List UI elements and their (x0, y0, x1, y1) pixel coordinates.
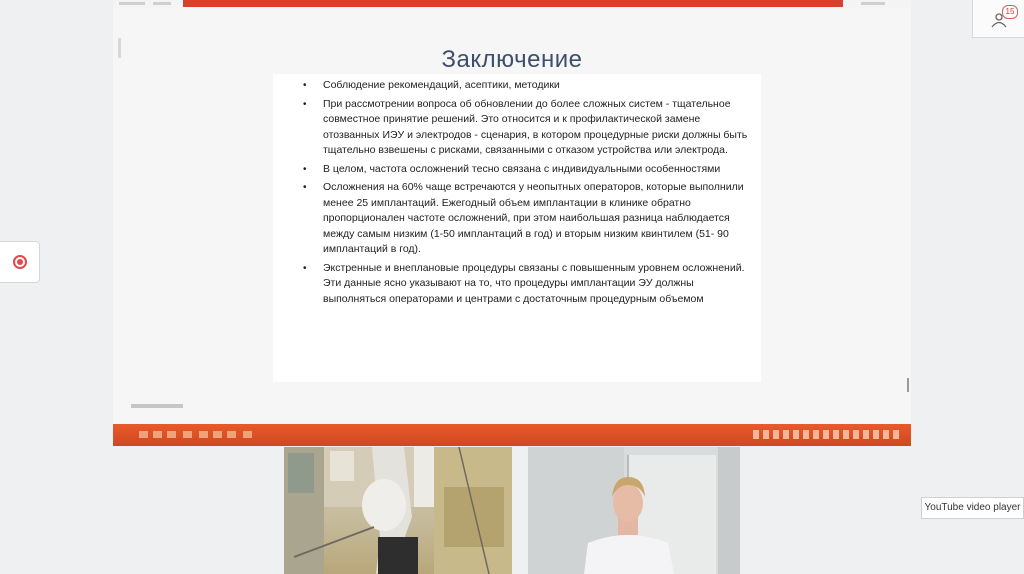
bullet-text: Осложнения на 60% чаще встречаются у неопытных операторов, которые выполнили менее 25 имплантаций. Ежегодный объем имплантации в клинике обратно пропорционален частоте осложнений, при этом наибольшая разница наблюдается между самым низким (1-50 имплантаций в год) и вторым низким квинтилем (51- 90 имплантаций в год). (323, 181, 744, 255)
shared-taskbar (113, 424, 911, 446)
taskbar-app-icon (199, 431, 208, 438)
titlebar-accent (183, 0, 843, 7)
bullet-dot: • (303, 182, 307, 193)
bullet-list (285, 78, 753, 307)
bullet-item (285, 180, 753, 258)
participant-count-badge: 15 (1002, 5, 1018, 19)
bullet-dot: • (303, 80, 307, 91)
taskbar-app-icon (213, 431, 222, 438)
toolbar-mark (861, 2, 885, 5)
taskbar-app-icon (153, 431, 162, 438)
youtube-video-player-label: YouTube video player (921, 497, 1024, 519)
taskbar-app-icon (139, 431, 148, 438)
bullet-item (285, 261, 753, 308)
system-tray (753, 430, 903, 439)
toolbar-mark (153, 2, 171, 5)
presenter-button[interactable] (972, 0, 1024, 38)
taskbar-app-icon (243, 431, 252, 438)
bullet-text: Экстренные и внеплановые процедуры связаны с повышенным уровнем осложнений. Эти данные ясно указывают на то, что процедуры имплантации ЭУ должны выполняться операторами и центрами с достаточным процедурным объемом (323, 261, 745, 305)
bullet-item (285, 162, 753, 178)
bullet-dot: • (303, 163, 307, 175)
bullet-dot: • (303, 262, 307, 274)
record-icon (13, 255, 27, 269)
slide-title: Заключение (441, 46, 583, 73)
presentation-title-strip (113, 0, 911, 8)
bullet-item (285, 97, 753, 159)
bullet-text: В целом, частота осложнений тесно связана с индивидуальными особенностями (323, 162, 721, 175)
operating-room-video (284, 447, 512, 574)
bullet-item (285, 78, 753, 94)
taskbar-app-icon (167, 431, 176, 438)
toolbar-mark (119, 2, 145, 5)
c-arm-scene (284, 447, 512, 574)
slide-content (273, 74, 761, 382)
taskbar-app-icon (227, 431, 236, 438)
bullet-dot: • (303, 98, 307, 110)
record-button[interactable] (0, 241, 40, 283)
scrollbar-thumb[interactable] (907, 378, 909, 392)
presenter-scene (528, 447, 740, 574)
bullet-text: При рассмотрении вопроса об обновлении до более сложных систем - тщательное совместное принятие решений. Это относится и к профилактической замене отозванных ИЭУ и электродов - сценария, в котором процедурные риски должны быть тщательно взвешены с рисками, связанными с отказом устройства или электрода. (323, 97, 748, 156)
speaker-video (528, 447, 740, 574)
taskbar-app-icon (183, 431, 192, 438)
bullet-text: Соблюдение рекомендаций, асептики, методики (323, 79, 560, 91)
shared-screen (113, 8, 911, 424)
record-icon-dot (17, 259, 23, 265)
scroll-indicator (131, 404, 183, 408)
